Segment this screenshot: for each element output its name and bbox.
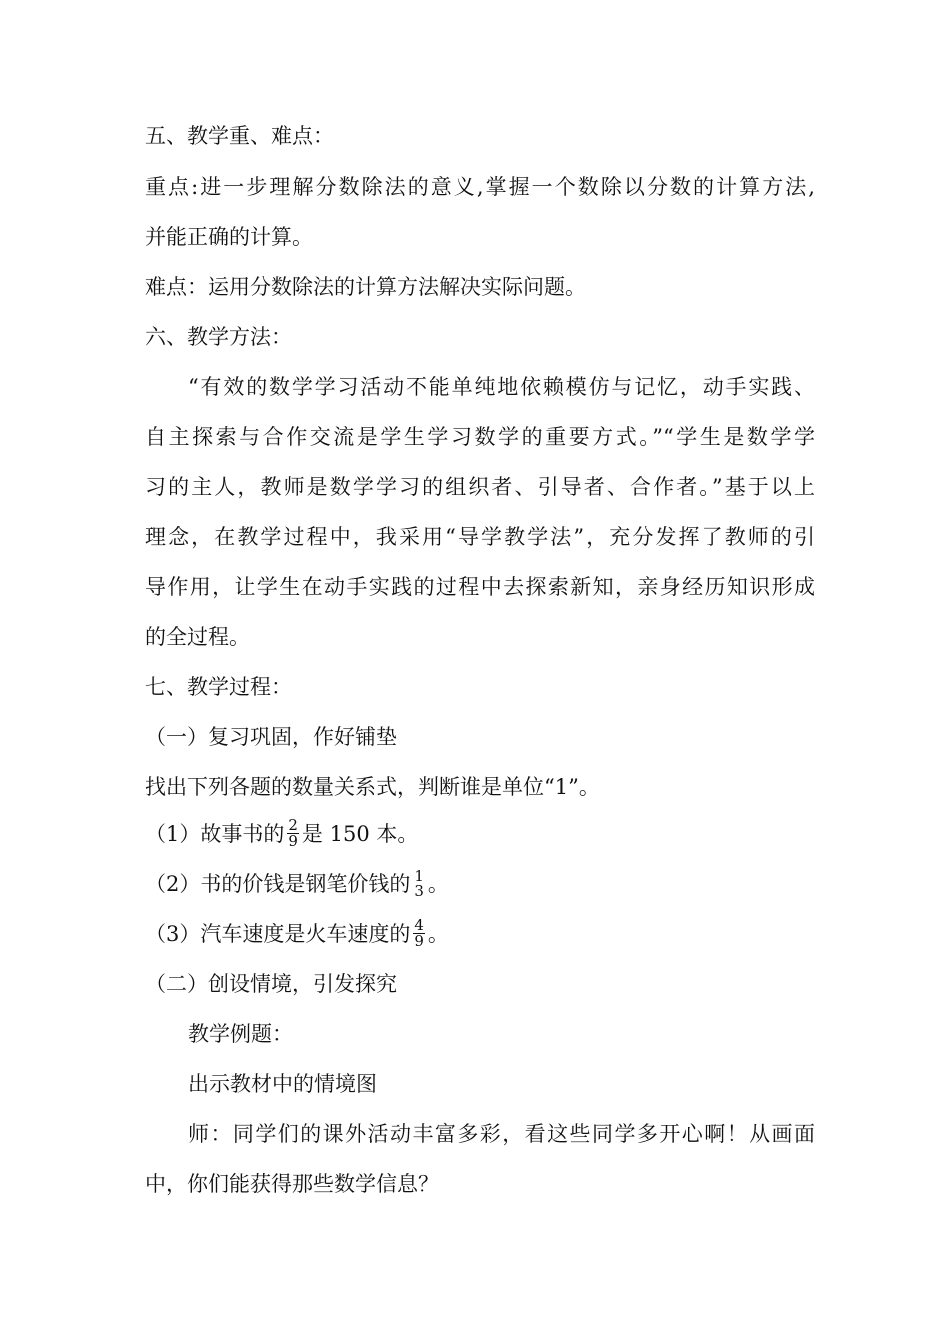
show-picture-line: 出示教材中的情境图 <box>188 1072 377 1096</box>
section-6-heading: 六、教学方法： <box>145 325 292 349</box>
key-point-line-1: 重点:进一步理解分数除法的意义,掌握一个数除以分数的计算方法, <box>145 175 815 199</box>
fraction-2-9 <box>287 818 299 849</box>
method-paragraph-line-6: 的全过程。 <box>145 625 250 649</box>
difficulty-line: 难点：运用分数除法的计算方法解决实际问题。 <box>145 275 586 299</box>
review-instruction: 找出下列各题的数量关系式，判断谁是单位“1”。 <box>145 775 600 799</box>
method-paragraph-line-3: 习的主人，教师是数学学习的组织者、引导者、合作者。”基于以上 <box>145 475 815 499</box>
review-item-1 <box>145 816 815 850</box>
teacher-line-2: 中，你们能获得那些数学信息？ <box>145 1172 439 1196</box>
section-7-heading: 七、教学过程： <box>145 675 292 699</box>
example-label: 教学例题： <box>188 1022 293 1046</box>
part-1-heading: （一）复习巩固，作好铺垫 <box>145 725 397 749</box>
fraction-denominator: 9 <box>288 832 298 850</box>
teacher-line-1: 师：同学们的课外活动丰富多彩，看这些同学多开心啊！从画面 <box>188 1122 815 1146</box>
key-point-line-2: 并能正确的计算。 <box>145 225 313 249</box>
review-item-3 <box>145 916 815 950</box>
review-item-2 <box>145 866 815 900</box>
review-item-1-suffix: 是 150 本。 <box>301 822 419 846</box>
fraction-4-9 <box>413 918 425 949</box>
fraction-numerator: 4 <box>414 916 424 934</box>
review-item-3-prefix: （3）汽车速度是火车速度的 <box>145 922 411 946</box>
fraction-1-3 <box>413 866 425 900</box>
method-paragraph-line-4: 理念，在教学过程中，我采用“导学教学法”，充分发挥了教师的引 <box>145 525 815 549</box>
review-item-3-suffix: 。 <box>427 922 449 946</box>
section-5-heading: 五、教学重、难点： <box>145 124 334 148</box>
fraction-numerator: 2 <box>288 816 298 834</box>
fraction-denominator: 9 <box>414 932 424 950</box>
review-item-1-prefix: （1）故事书的 <box>145 822 285 846</box>
part-2-heading: （二）创设情境，引发探究 <box>145 972 397 996</box>
review-item-2-prefix: （2）书的价钱是钢笔价钱的 <box>145 872 411 896</box>
fraction-denominator: 3 <box>414 881 424 900</box>
method-paragraph-line-1: “有效的数学学习活动不能单纯地依赖模仿与记忆，动手实践、 <box>188 375 815 399</box>
method-paragraph-line-2: 自主探索与合作交流是学生学习数学的重要方式。”“学生是数学学 <box>145 425 815 449</box>
fraction-numerator: 1 <box>414 866 424 885</box>
method-paragraph-line-5: 导作用，让学生在动手实践的过程中去探索新知，亲身经历知识形成 <box>145 575 815 599</box>
review-item-2-suffix: 。 <box>427 872 449 896</box>
